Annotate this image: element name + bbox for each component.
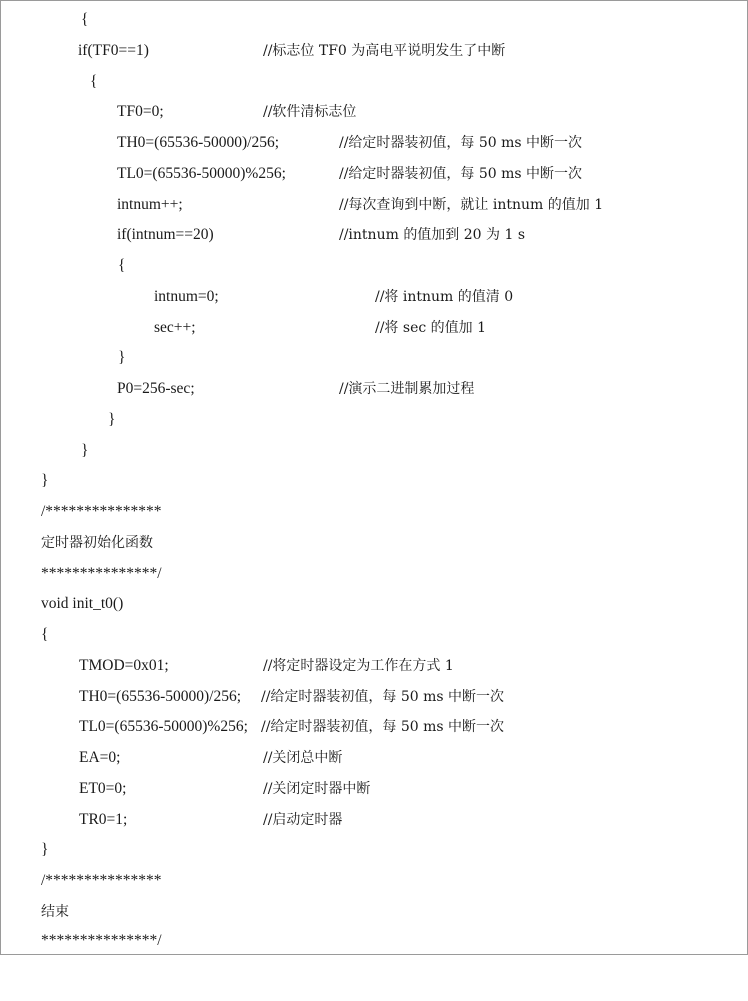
code-comment: //给定时器装初值，每 50 ms 中断一次: [339, 135, 583, 151]
code-text: ***************/: [41, 565, 162, 582]
code-line: [1, 746, 343, 770]
code-text: }: [41, 841, 49, 858]
code-line: [1, 562, 162, 586]
code-text: }: [41, 472, 49, 489]
code-text: {: [90, 73, 98, 90]
code-comment: //将 intnum 的值清 0: [375, 289, 514, 305]
code-text: P0=256-sec;: [117, 380, 195, 397]
code-text: }: [81, 442, 89, 459]
code-comment: //intnum 的值加到 20 为 1 s: [339, 227, 526, 243]
code-line: [1, 70, 98, 94]
code-text: 结束: [41, 904, 69, 920]
code-comment: //关闭定时器中断: [263, 781, 371, 797]
code-text: TL0=(65536-50000)%256;: [79, 718, 248, 735]
code-line: [1, 408, 116, 432]
code-line: [1, 162, 583, 186]
code-text: void init_t0(): [41, 595, 124, 612]
code-text: ***************/: [41, 932, 162, 949]
code-comment: //将 sec 的值加 1: [375, 320, 487, 336]
code-comment: //启动定时器: [263, 812, 343, 828]
code-text: TH0=(65536-50000)/256;: [117, 134, 280, 151]
code-line: [1, 254, 126, 278]
code-line: [1, 469, 49, 493]
code-text: TMOD=0x01;: [79, 657, 169, 674]
code-text: /***************: [41, 503, 162, 520]
code-comment: //每次查询到中断，就让 intnum 的值加 1: [339, 197, 604, 213]
code-text: TH0=(65536-50000)/256;: [79, 688, 242, 705]
code-line: [1, 39, 506, 63]
code-comment: //将定时器设定为工作在方式 1: [263, 658, 454, 674]
code-line: [1, 439, 89, 463]
code-comment: //演示二进制累加过程: [339, 381, 475, 397]
code-line: [1, 900, 69, 924]
code-text: sec++;: [154, 319, 196, 336]
code-text: intnum=0;: [154, 288, 219, 305]
code-comment: //标志位 TF0 为高电平说明发生了中断: [263, 43, 506, 59]
code-line: [1, 8, 89, 32]
code-text: intnum++;: [117, 196, 183, 213]
code-line: [1, 377, 475, 401]
code-line: [1, 777, 371, 801]
code-text: {: [118, 257, 126, 274]
code-line: [1, 285, 514, 309]
code-line: [1, 869, 162, 893]
code-text: 定时器初始化函数: [41, 535, 153, 551]
code-comment: //给定时器装初值，每 50 ms 中断一次: [261, 719, 505, 735]
code-text: if(TF0==1): [78, 42, 149, 59]
code-line: [1, 654, 454, 678]
code-comment: //给定时器装初值，每 50 ms 中断一次: [261, 689, 505, 705]
code-comment: //软件清标志位: [263, 104, 357, 120]
code-text: EA=0;: [79, 749, 121, 766]
code-line: [1, 715, 505, 739]
code-text: {: [81, 11, 89, 28]
code-line: [1, 223, 526, 247]
code-text: TF0=0;: [117, 103, 164, 120]
code-text: /***************: [41, 872, 162, 889]
code-text: TL0=(65536-50000)%256;: [117, 165, 286, 182]
code-line: [1, 346, 126, 370]
code-line: [1, 929, 162, 953]
code-line: [1, 193, 604, 217]
code-line: [1, 100, 357, 124]
code-line: [1, 316, 487, 340]
code-line: [1, 838, 49, 862]
code-text: ET0=0;: [79, 780, 127, 797]
code-line: [1, 131, 583, 155]
code-line: [1, 685, 505, 709]
code-text: TR0=1;: [79, 811, 128, 828]
code-line: [1, 623, 49, 647]
code-text: {: [41, 626, 49, 643]
code-text: }: [118, 349, 126, 366]
code-line: [1, 592, 124, 616]
code-comment: //给定时器装初值，每 50 ms 中断一次: [339, 166, 583, 182]
code-comment: //关闭总中断: [263, 750, 343, 766]
code-text: }: [108, 411, 116, 428]
code-line: [1, 500, 162, 524]
code-line: [1, 808, 343, 832]
code-line: [1, 531, 153, 555]
code-text: if(intnum==20): [117, 226, 214, 243]
